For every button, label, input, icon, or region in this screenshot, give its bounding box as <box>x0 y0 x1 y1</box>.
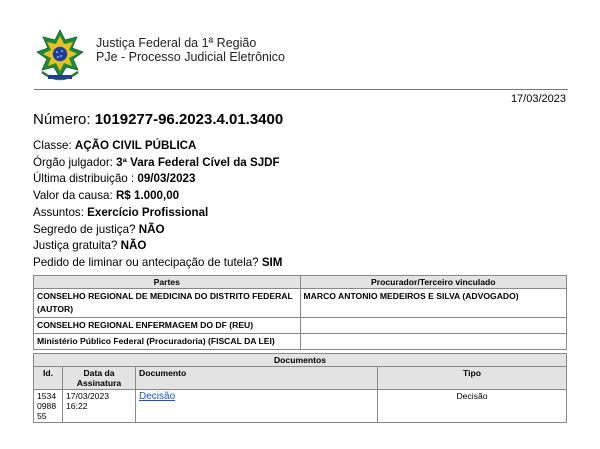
process-number-value: 1019277-96.2023.4.01.3400 <box>94 111 284 128</box>
document-date: 17/03/2023 <box>510 93 566 105</box>
field-segredo-justica: Segredo de justiça? NÃO <box>33 222 165 236</box>
field-pedido-liminar: Pedido de liminar ou antecipação de tutela? SIM <box>33 255 283 269</box>
decisao-document-link[interactable]: Decisão <box>139 391 176 402</box>
table-row <box>34 289 567 318</box>
partes-header-row <box>34 276 567 289</box>
field-ultima-distribuicao: Última distribuição : 09/03/2023 <box>33 172 196 186</box>
procurador-cell <box>300 334 567 350</box>
header-divider <box>34 89 568 90</box>
id-header: Id. <box>34 367 63 390</box>
parte-cell: CONSELHO REGIONAL ENFERMAGEM DO DF (REU) <box>34 318 301 334</box>
brazil-coat-of-arms-icon <box>34 28 86 86</box>
doc-document-cell <box>136 390 378 423</box>
field-orgao-julgador: Órgão julgador: 3ª Vara Federal Cível da SJDF <box>33 155 280 169</box>
partes-table <box>33 275 567 350</box>
tipo-header: Tipo <box>378 367 567 390</box>
procurador-cell: MARCO ANTONIO MEDEIROS E SILVA (ADVOGADO) <box>300 289 567 318</box>
organization-name <box>96 36 285 64</box>
process-number-label: Número: <box>33 111 91 128</box>
procurador-cell <box>300 318 567 334</box>
page-header <box>34 28 574 88</box>
doc-id-cell: 1534098855 <box>34 390 63 423</box>
process-number <box>33 111 283 128</box>
doc-date-cell: 17/03/2023 16:22 <box>63 390 136 423</box>
doc-type-cell: Decisão <box>378 390 567 423</box>
documents-title-row <box>34 354 567 367</box>
documento-header: Documento <box>136 367 378 390</box>
table-row <box>34 318 567 334</box>
process-fields <box>33 138 282 272</box>
documents-title: Documentos <box>34 354 567 367</box>
documents-header-row <box>34 367 567 390</box>
field-justica-gratuita: Justiça gratuita? NÃO <box>33 239 147 253</box>
table-row <box>34 390 567 423</box>
field-valor-causa: Valor da causa: R$ 1.000,00 <box>33 189 180 203</box>
org-line-1: Justiça Federal da 1ª Região <box>96 36 257 50</box>
partes-header: Partes <box>34 276 301 289</box>
data-assinatura-header: Data da Assinatura <box>63 367 136 390</box>
table-row <box>34 334 567 350</box>
org-line-2: PJe - Processo Judicial Eletrônico <box>96 50 285 64</box>
field-assuntos: Assuntos: Exercício Profissional <box>33 205 209 219</box>
field-classe: Classe: AÇÃO CIVIL PÚBLICA <box>33 139 197 152</box>
parte-cell: CONSELHO REGIONAL DE MEDICINA DO DISTRITO FEDERAL (AUTOR) <box>34 289 301 318</box>
procurador-header: Procurador/Terceiro vinculado <box>300 276 567 289</box>
parte-cell: Ministério Público Federal (Procuradoria) (FISCAL DA LEI) <box>34 334 301 350</box>
documents-table <box>33 353 567 423</box>
